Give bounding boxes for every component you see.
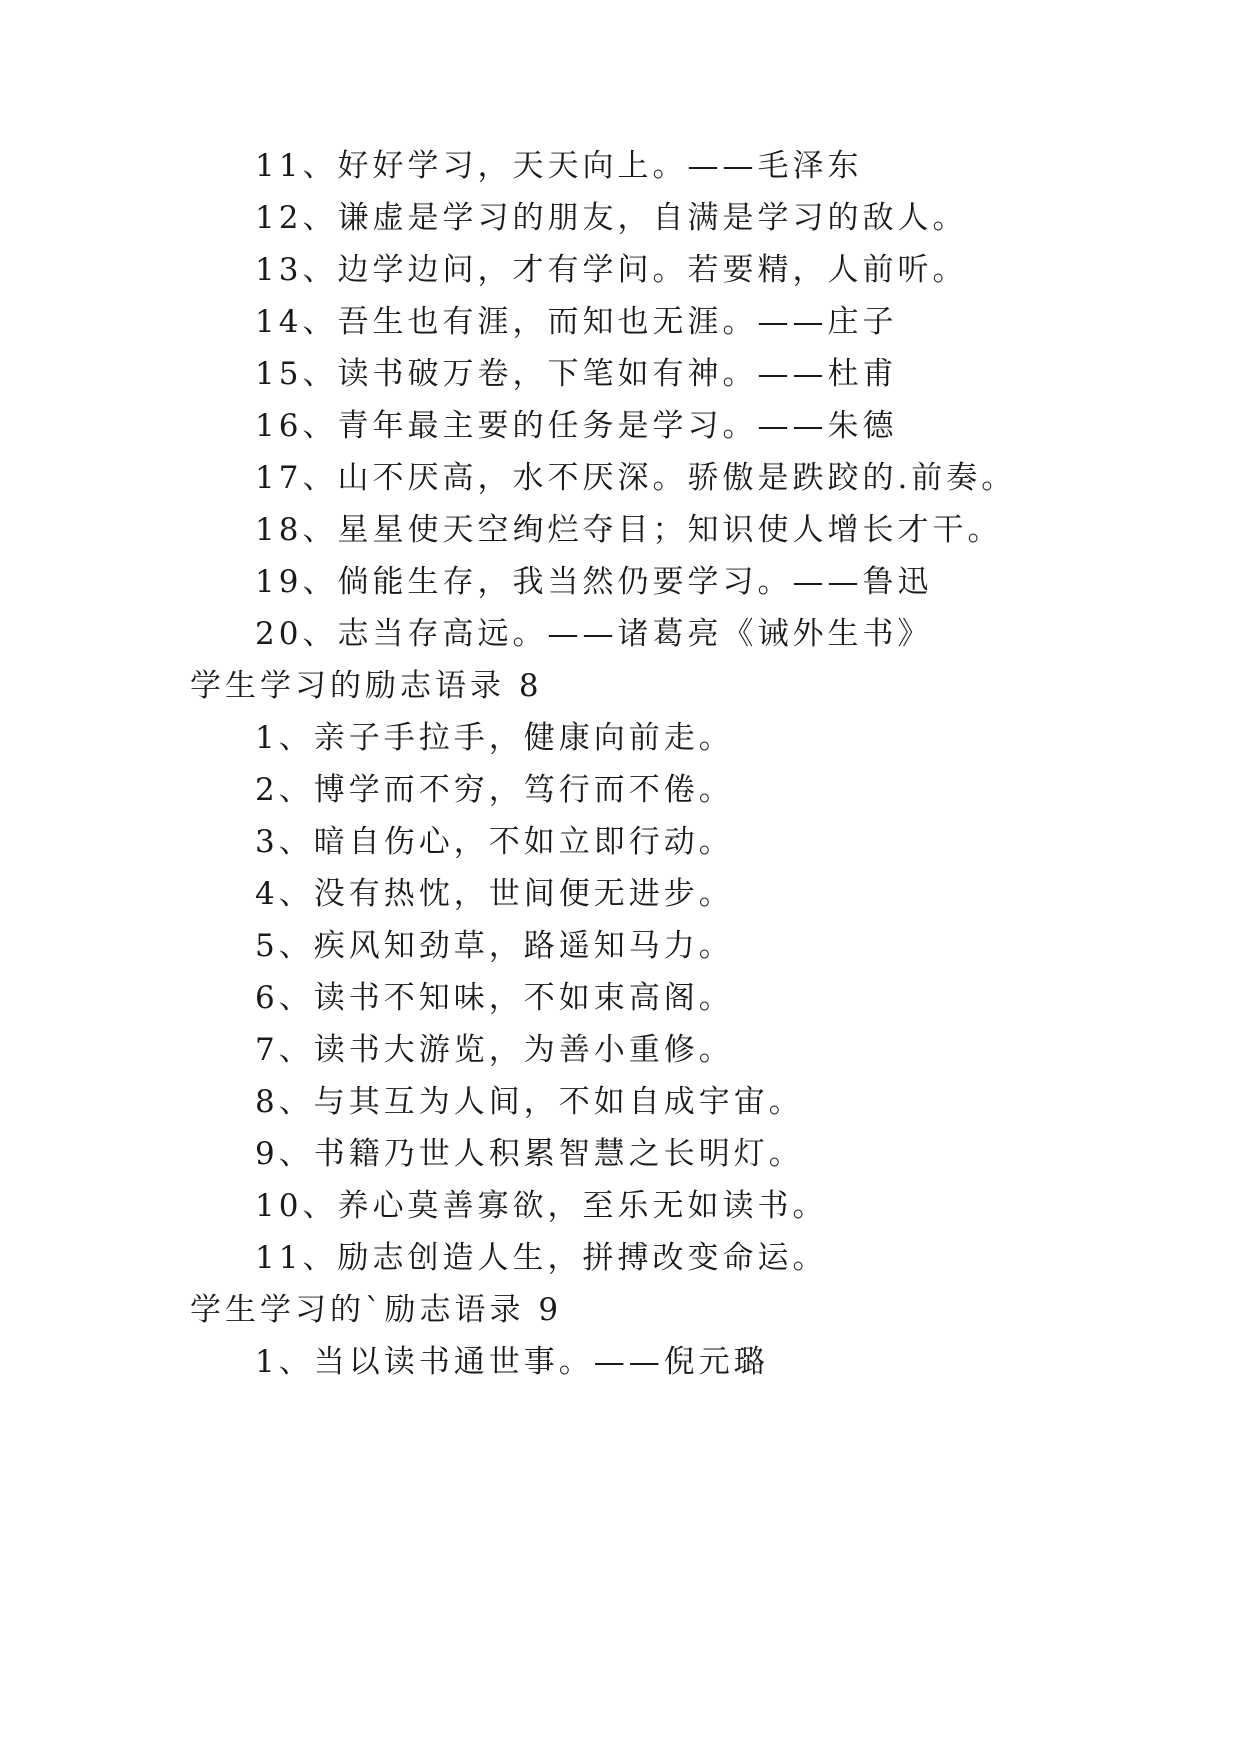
section-heading: 学生学习的励志语录 8 [190, 668, 543, 704]
quote-line: 19、倘能生存，我当然仍要学习。——鲁迅 [255, 564, 933, 600]
section-heading: 学生学习的`励志语录 9 [190, 1292, 563, 1328]
quote-line: 17、山不厌高，水不厌深。骄傲是跌跤的.前奏。 [255, 460, 1017, 496]
quote-line: 13、边学边问，才有学问。若要精，人前听。 [255, 252, 968, 288]
quote-line: 2、博学而不穷，笃行而不倦。 [255, 772, 734, 808]
quote-line: 5、疾风知劲草，路遥知马力。 [255, 928, 734, 964]
quote-line: 1、亲子手拉手，健康向前走。 [255, 720, 734, 756]
quote-line: 10、养心莫善寡欲，至乐无如读书。 [255, 1188, 828, 1224]
quote-line: 12、谦虚是学习的朋友，自满是学习的敌人。 [255, 200, 968, 236]
quote-line: 20、志当存高远。——诸葛亮《诫外生书》 [255, 616, 933, 652]
quote-line: 11、好好学习，天天向上。——毛泽东 [255, 148, 863, 184]
quote-line: 6、读书不知味，不如束高阁。 [255, 980, 734, 1016]
quote-line: 18、星星使天空绚烂夺目；知识使人增长才干。 [255, 512, 1003, 548]
quote-line: 14、吾生也有涯，而知也无涯。——庄子 [255, 304, 898, 340]
quote-line: 1、当以读书通世事。——倪元璐 [255, 1344, 769, 1380]
quote-line: 15、读书破万卷，下笔如有神。——杜甫 [255, 356, 898, 392]
quote-line: 4、没有热忱，世间便无进步。 [255, 876, 734, 912]
quote-line: 9、书籍乃世人积累智慧之长明灯。 [255, 1136, 804, 1172]
quote-line: 7、读书大游览，为善小重修。 [255, 1032, 734, 1068]
quote-line: 3、暗自伤心，不如立即行动。 [255, 824, 734, 860]
quote-line: 11、励志创造人生，拼搏改变命运。 [255, 1240, 828, 1276]
quote-line: 16、青年最主要的任务是学习。——朱德 [255, 408, 898, 444]
quote-line: 8、与其互为人间，不如自成宇宙。 [255, 1084, 804, 1120]
